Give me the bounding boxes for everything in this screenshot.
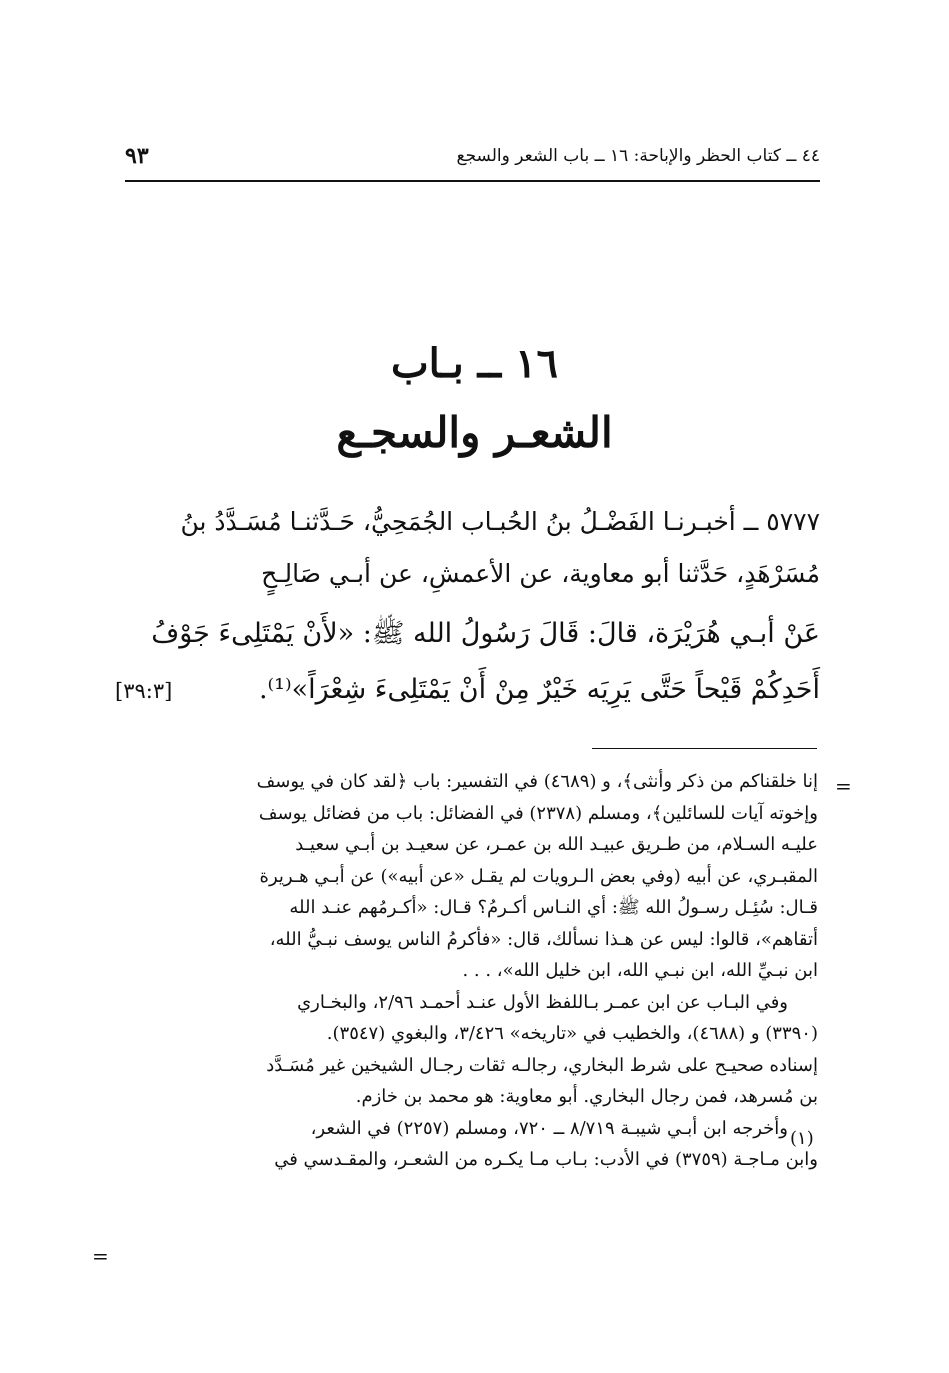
footnote-line: ابن نبـيِّ الله، ابن نبـي الله، ابن خليل الله»، . . . bbox=[462, 960, 818, 981]
footnote-line: المقبـري، عن أبيه (وفي بعض الـرويات لم يقـل «عن أبيه») عن أبـي هـريرة bbox=[259, 865, 818, 887]
footnote-continuation-marker: = bbox=[835, 774, 852, 798]
matn-line: عَنْ أبـي هُرَيْرَة، قالَ: قَالَ رَسُولُ الله ﷺ: «لأَنْ يَمْتَلِىءَ جَوْفُ bbox=[151, 618, 820, 649]
isnad-line: مُسَرْهَدٍ، حَدَّثنا أبو معاوية، عن الأعمشِ، عن أبـي صَالِـحٍ bbox=[261, 559, 820, 588]
footnotes bbox=[118, 766, 818, 1176]
footnote-line: وإخوته آيات للسائلين﴾، ومسلم (٢٣٧٨) في الفضائل: باب من فضائل يوسف bbox=[258, 802, 818, 824]
footnote-line: (٣٣٩٠) و (٤٦٨٨)، والخطيب في «تاريخه» ٣/٤٢٦، والبغوي (٣٥٤٧). bbox=[326, 1023, 818, 1044]
footnote-line: إنا خلقناكم من ذكر وأنثى﴾، و (٤٦٨٩) في التفسير: باب ﴿لقد كان في يوسف bbox=[256, 771, 818, 792]
chapter-number: ١٦ ــ بـاب bbox=[391, 340, 558, 387]
matn-line-with-reference bbox=[115, 662, 820, 719]
footnote-line: عليـه السـلام، من طـريق عبيـد الله بن عمـر، عن سعيـد بن أبـي سعيـد bbox=[295, 834, 818, 855]
matn-line: أَحَدِكُمْ قَيْحاً حَتَّى يَرِيَه خَيْرٌ مِنْ أَنْ يَمْتَلِىءَ شِعْرَاً»⁽¹⁾. bbox=[258, 674, 820, 705]
chapter-title: الشعـر والسجـع bbox=[336, 408, 613, 457]
footnote-line: وأخرجه ابن أبـي شيبـة ٨/٧١٩ ــ ٧٢٠، ومسلم (٢٢٥٧) في الشعر، bbox=[310, 1117, 788, 1139]
footnote-rule bbox=[592, 748, 817, 749]
hadith-isnad bbox=[115, 496, 820, 600]
footnote-number: (١) bbox=[790, 1128, 814, 1149]
footnote-continues-marker: = bbox=[92, 1244, 109, 1268]
footnote-line: قـال: سُئِـل رسـولُ الله ﷺ: أي النـاس أكـرمُ؟ قـال: «أكـرمُهم عنـد الله bbox=[289, 897, 818, 918]
running-header bbox=[125, 138, 820, 174]
footnote-line: إسناده صحيـح على شرط البخاري، رجالـه ثقات رجـال الشيخين غير مُسَـدَّد bbox=[266, 1054, 818, 1076]
running-title: ٤٤ ــ كتاب الحظر والإباحة: ١٦ ــ باب الشعر والسجع bbox=[456, 146, 820, 166]
hadith-reference: [٣٩:٣] bbox=[115, 679, 173, 703]
isnad-line: ٥٧٧٧ ــ أخبـرنـا الفَضْـلُ بنُ الحُبـاب الجُمَحِيُّ، حَـدَّثنـا مُسَـدَّدُ بنُ bbox=[180, 507, 820, 536]
footnote-line: وفي البـاب عن ابن عمـر بـاللفظ الأول عنـد أحمـد ٢/٩٦، والبخـاري bbox=[297, 991, 788, 1013]
footnote-line: وابن مـاجـة (٣٧٥٩) في الأدب: بـاب مـا يكـره من الشعـر، والمقـدسي في bbox=[274, 1149, 818, 1170]
header-rule bbox=[125, 180, 820, 182]
footnote-line: بن مُسرهد، فمن رجال البخاري. أبو معاوية: هو محمد بن خازم. bbox=[355, 1086, 818, 1107]
footnote-line: أتقاهم»، قالوا: ليس عن هـذا نسألك، قال: «فأكرمُ الناس يوسف نبـيُّ الله، bbox=[269, 928, 818, 950]
page-number: ٩٣ bbox=[125, 143, 149, 169]
hadith-matn bbox=[115, 606, 820, 719]
